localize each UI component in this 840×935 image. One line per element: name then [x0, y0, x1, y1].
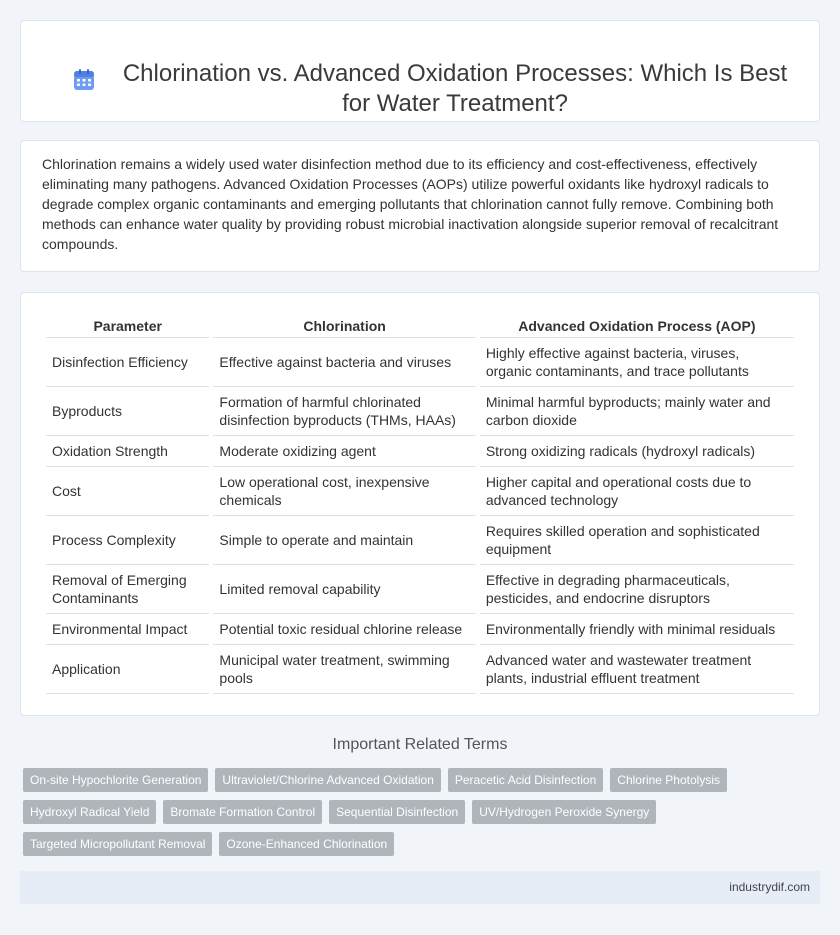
related-term-tag[interactable]: Bromate Formation Control — [163, 800, 322, 824]
page-title: Chlorination vs. Advanced Oxidation Processes: Which Is Best for Water Treatment? — [122, 60, 788, 117]
row-aop: Minimal harmful byproducts; mainly water and carbon dioxide — [480, 387, 794, 436]
table-header-row — [46, 315, 794, 338]
row-parameter: Byproducts — [46, 387, 209, 436]
intro-text: Chlorination remains a widely used water disinfection method due to its efficiency and cost-effectiveness, effectively eliminating many pathogens. Advanced Oxidation Processes (AOPs) utilize powerful oxidants like hydroxyl radicals to degrade complex organic contaminants and emerging pollutants that chlorination cannot fully remove. Combining both methods can enhance water quality by providing robust microbial inactivation alongside superior removal of recalcitrant compounds. — [42, 156, 779, 252]
table-row — [46, 387, 794, 436]
intro-card — [20, 140, 820, 272]
comparison-table-card — [20, 292, 820, 716]
row-parameter: Oxidation Strength — [46, 436, 209, 467]
title-card — [20, 20, 820, 122]
row-chlorination: Formation of harmful chlorinated disinfection byproducts (THMs, HAAs) — [213, 387, 475, 436]
table-row — [46, 516, 794, 565]
row-chlorination: Low operational cost, inexpensive chemicals — [213, 467, 475, 516]
table-row — [46, 565, 794, 614]
row-aop: Highly effective against bacteria, viruses, organic contaminants, and trace pollutants — [480, 338, 794, 387]
row-chlorination: Potential toxic residual chlorine release — [213, 614, 475, 645]
row-aop: Higher capital and operational costs due to advanced technology — [480, 467, 794, 516]
related-term-tag[interactable]: Sequential Disinfection — [329, 800, 465, 824]
table-row — [46, 467, 794, 516]
row-chlorination: Effective against bacteria and viruses — [213, 338, 475, 387]
row-aop: Effective in degrading pharmaceuticals, pesticides, and endocrine disruptors — [480, 565, 794, 614]
related-term-tag[interactable]: Ozone-Enhanced Chlorination — [219, 832, 394, 856]
row-parameter: Cost — [46, 467, 209, 516]
row-chlorination: Municipal water treatment, swimming pools — [213, 645, 475, 694]
calendar-icon — [72, 68, 96, 92]
related-term-tag[interactable]: Hydroxyl Radical Yield — [23, 800, 156, 824]
related-term-tag[interactable]: UV/Hydrogen Peroxide Synergy — [472, 800, 656, 824]
related-terms-tags — [23, 768, 813, 864]
row-parameter: Removal of Emerging Contaminants — [46, 565, 209, 614]
table-row — [46, 338, 794, 387]
header-parameter: Parameter — [46, 315, 209, 338]
tag-row — [23, 768, 813, 792]
related-term-tag[interactable]: On-site Hypochlorite Generation — [23, 768, 208, 792]
footer-site[interactable]: industrydif.com — [729, 880, 810, 894]
related-term-tag[interactable]: Peracetic Acid Disinfection — [448, 768, 603, 792]
row-chlorination: Limited removal capability — [213, 565, 475, 614]
header-aop: Advanced Oxidation Process (AOP) — [480, 315, 794, 338]
row-parameter: Application — [46, 645, 209, 694]
row-chlorination: Moderate oxidizing agent — [213, 436, 475, 467]
row-aop: Strong oxidizing radicals (hydroxyl radicals) — [480, 436, 794, 467]
table-row — [46, 645, 794, 694]
tag-row — [23, 800, 813, 824]
header-chlorination: Chlorination — [213, 315, 475, 338]
row-parameter: Process Complexity — [46, 516, 209, 565]
row-parameter: Environmental Impact — [46, 614, 209, 645]
row-parameter: Disinfection Efficiency — [46, 338, 209, 387]
related-term-tag[interactable]: Targeted Micropollutant Removal — [23, 832, 212, 856]
table-row — [46, 436, 794, 467]
comparison-table — [42, 315, 798, 694]
related-term-tag[interactable]: Chlorine Photolysis — [610, 768, 727, 792]
tag-row — [23, 832, 813, 856]
footer — [20, 871, 820, 904]
table-row — [46, 614, 794, 645]
row-aop: Advanced water and wastewater treatment plants, industrial effluent treatment — [480, 645, 794, 694]
related-term-tag[interactable]: Ultraviolet/Chlorine Advanced Oxidation — [215, 768, 440, 792]
related-terms-heading: Important Related Terms — [332, 736, 508, 753]
row-aop: Environmentally friendly with minimal residuals — [480, 614, 794, 645]
row-aop: Requires skilled operation and sophisticated equipment — [480, 516, 794, 565]
row-chlorination: Simple to operate and maintain — [213, 516, 475, 565]
